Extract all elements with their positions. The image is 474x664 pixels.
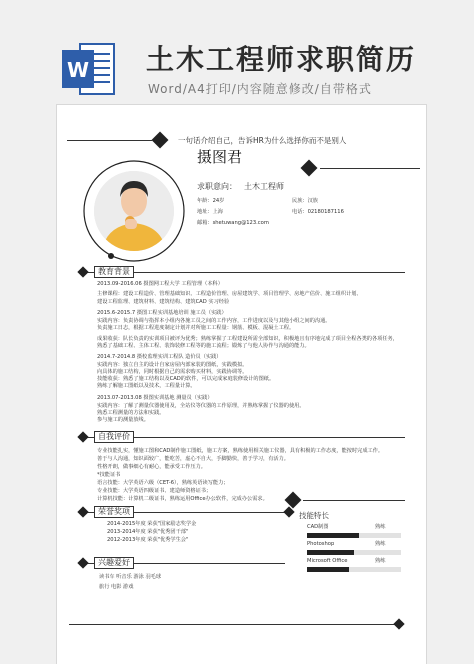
page-subtitle: Word/A4打印/内容随意修改/自带格式 [148, 82, 372, 96]
intent-value: 土木工程师 [244, 182, 284, 191]
honor-line: 2013-2014年度 荣获"优秀团干部" [107, 529, 189, 535]
exp-head: 2013.07-2013.08 摄图实训基地 测量员（实践） [97, 395, 213, 401]
exp-head: 2015.6-2015.7 摄图工程实训基地培训 施工员（实践） [97, 310, 227, 316]
exp-line: 成果收获：队长负责的实训项目被评为优秀；熟练掌握了工程建设所需全部知识，积极地且有序地完成了项目全程各类的各项任务， [97, 336, 398, 342]
skill-level-text: 熟练 [375, 558, 386, 564]
section-title-hobbies: 兴趣爱好 [94, 557, 134, 569]
edu-line: 主修课程：建设工程造价、管理基础知识、工程造价管理、房屋建筑学、项目管理学、房地产估价、施工组织计划、 [97, 291, 362, 297]
eval-line: 善于与人沟通，知识面较广，能吃苦，虚心不自大，手脚勤快，善于学习，有活力。 [97, 456, 289, 462]
avatar [94, 171, 174, 251]
diamond-ornament [285, 492, 302, 509]
honor-line: 2014-2015年度 荣获"国家励志奖学金 [107, 521, 197, 527]
email-field: 邮箱：shetuwang@123.com [197, 220, 269, 226]
footer-rule [69, 624, 395, 625]
section-title-honors: 荣誉奖项 [94, 506, 134, 518]
skill-bar [307, 567, 401, 572]
word-doc-icon [58, 38, 120, 100]
diamond-bullet [393, 618, 404, 629]
phone-field: 电话：02180187116 [292, 209, 344, 215]
intent-label: 求职意向： [197, 182, 237, 191]
skill-bar [307, 533, 401, 538]
section-rule [303, 500, 405, 501]
ethnicity-field: 民族：汉族 [292, 198, 318, 204]
diamond-bullet [77, 266, 88, 277]
exp-line: 熟练了解施工图纸以及技术，工程量计算。 [97, 383, 196, 389]
tagline-rule-right [320, 168, 420, 169]
exp-line: 参与施工的测量放线。 [97, 417, 149, 423]
section-title-skills: 技能特长 [299, 511, 329, 520]
hobby-line: 读书车 听音乐 游泳 羽毛球 [99, 574, 162, 580]
skill-name: Microsoft Office [307, 558, 348, 564]
skill-bar-fill [307, 533, 359, 538]
diamond-ornament [152, 132, 169, 149]
section-title-self-eval: 自我评价 [94, 431, 134, 443]
eval-line: 语言技能：大学英语六级（CET-6），熟练英语读写能力； [97, 480, 229, 486]
edu-line: 2013.09-2016.06 摄图网工程大学 工程管理（本科） [97, 281, 223, 287]
skill-bar-fill [307, 550, 354, 555]
eval-line: *技能证书 [97, 472, 121, 478]
diamond-ornament [301, 160, 318, 177]
edu-line: 建设工程监理、建筑材料、建筑结构、建筑CAD 实习经验 [97, 299, 230, 305]
eval-line: 专业技能：大学英语四级证书、建造师资格证书； [97, 488, 212, 494]
exp-line: 熟悉工程测量的方法和实践。 [97, 410, 165, 416]
exp-line: 技能收获：熟悉了施工结构以及CAD的软件，可以完成家庭装修设计的图纸。 [97, 376, 275, 382]
exp-line: 实践内容：了解了测量仪器使用及，全站仪等仪器的工作原理，并熟练掌握了仪器的使用。 [97, 403, 305, 409]
diamond-bullet [77, 557, 88, 568]
skill-bar [307, 550, 401, 555]
exp-line: 实践内容：负责协调与指挥本小组内各施工员之间的工作内容，工作进度以及与其他小组之间的沟通。 [97, 318, 331, 324]
hobby-line: 旅行 电影 游戏 [99, 584, 134, 590]
diamond-bullet [77, 506, 88, 517]
age-field: 年龄：24岁 [197, 198, 225, 204]
header [0, 0, 474, 104]
exp-line: 向具体的施工结构，同时根据自己的需求购买材料，实践协调等。 [97, 369, 248, 375]
exp-line: 负责施工日志，根据工程进度制定计划并对所施工工程量：钢筋、模板、混凝土工程。 [97, 325, 295, 331]
skill-name: CAD制图 [307, 524, 329, 530]
resume-page [56, 104, 427, 664]
tagline: 一句话介绍自己，告诉HR为什么选择你而不是别人 [178, 136, 347, 145]
exp-line: 实践内容：独立自主的设计自家房屋内部家装的图纸，实践模拟。 [97, 362, 248, 368]
exp-head: 2014.7-2014.8 摄校监理实训工程队 造价员（实践） [97, 354, 222, 360]
skill-level-text: 熟练 [375, 524, 386, 530]
diamond-bullet [77, 431, 88, 442]
eval-line: 专业技能扎实，懂施工图和CAD制作施工图纸，施工方案，熟练使用相关施工仪器，具有积极的工作态度，能按时完成工作。 [97, 448, 384, 454]
skill-level-text: 熟练 [375, 541, 386, 547]
skill-name: Photoshop [307, 541, 335, 547]
region-field: 地址：上海 [197, 209, 223, 215]
svg-text:W: W [66, 58, 90, 82]
tagline-rule-left [67, 140, 152, 141]
section-title-education: 教育背景 [94, 266, 134, 278]
page-title: 土木工程师求职简历 [146, 43, 417, 76]
eval-line: 计算机技能：计算机二级证书，熟练运用Office办公软件，完成办公需求。 [97, 496, 268, 502]
honor-line: 2012-2013年度 荣获"优秀学生会" [107, 537, 189, 543]
candidate-name: 摄图君 [197, 148, 243, 166]
exp-line: 熟悉了基础工程、主体工程、装饰装修工程等的施工流程；锻炼了与他人协作与沟通的能力。 [97, 343, 310, 349]
eval-line: 性格开朗，做事细心有耐心，能承受工作压力。 [97, 464, 206, 470]
skill-bar-fill [307, 567, 349, 572]
